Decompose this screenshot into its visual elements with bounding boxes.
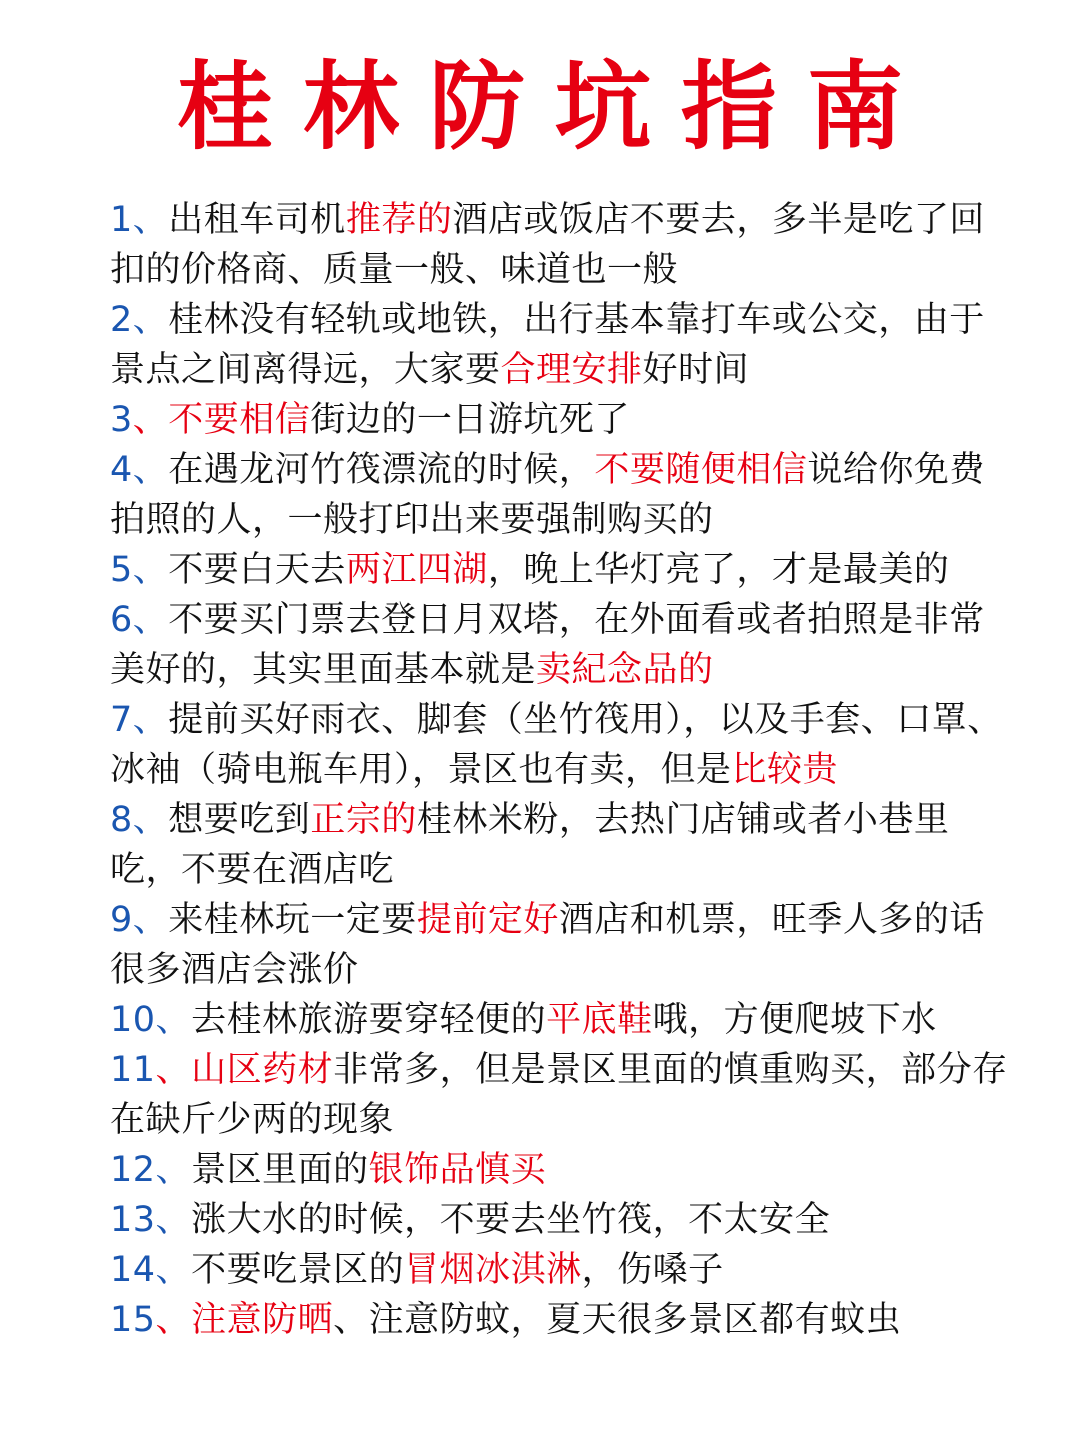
tip-separator: 、 — [132, 550, 169, 590]
tip-separator: 、 — [155, 1150, 192, 1190]
tip-text: 景区里面的 — [191, 1150, 369, 1190]
tip-highlight: 提前定好 — [416, 900, 559, 940]
tip-separator: 、 — [132, 600, 169, 640]
tip-text: 在遇龙河竹筏漂流的时候， — [168, 450, 595, 490]
tip-text: 、注意防蚊，夏天很多景区都有蚊虫 — [333, 1300, 902, 1340]
tip-text: 去桂林旅游要穿轻便的 — [191, 1000, 547, 1040]
tip-text: 出租车司机 — [168, 200, 346, 240]
tip-highlight: 两江四湖 — [345, 550, 488, 590]
tip-item — [110, 1145, 1008, 1195]
tip-item — [110, 895, 1008, 995]
tip-separator: 、 — [155, 1250, 192, 1290]
tip-highlight: 冒烟冰淇淋 — [404, 1250, 582, 1290]
tip-text: 涨大水的时候，不要去坐竹筏，不太安全 — [191, 1200, 831, 1240]
tip-number: 14 — [110, 1250, 156, 1290]
tip-text: 提前买好雨衣、脚套（坐竹筏用），以及手套、口罩、冰袖（骑电瓶车用），景区也有卖，但是 — [110, 700, 1003, 790]
tip-item — [110, 445, 1008, 545]
tip-number: 11 — [110, 1050, 156, 1090]
tip-item — [110, 195, 1008, 295]
tip-separator: 、 — [132, 700, 169, 740]
tips-list — [110, 142, 1008, 1345]
tip-separator: 、 — [132, 450, 169, 490]
tip-separator: 、 — [155, 1300, 192, 1340]
tip-number: 5 — [110, 550, 133, 590]
tip-number: 4 — [110, 450, 133, 490]
tip-highlight: 推荐的 — [345, 200, 453, 240]
tip-item — [110, 395, 1008, 445]
tip-separator: 、 — [132, 200, 169, 240]
tip-text: 想要吃到 — [168, 800, 311, 840]
tip-item — [110, 595, 1008, 695]
tip-text: ，晚上华灯亮了，才是最美的 — [487, 550, 950, 590]
tip-item — [110, 1245, 1008, 1295]
tip-number: 8 — [110, 800, 133, 840]
tip-text: 来桂林玩一定要 — [168, 900, 417, 940]
tip-text: 街边的一日游坑死了 — [310, 400, 630, 440]
tip-highlight: 山区药材 — [191, 1050, 334, 1090]
tip-number: 6 — [110, 600, 133, 640]
tip-highlight: 平底鞋 — [546, 1000, 653, 1040]
tip-text: 酒店或饭店不要去，多半是吃了回扣的价格商、质量一般、味道也一般 — [110, 200, 985, 290]
tip-separator: 、 — [155, 1050, 192, 1090]
tip-text: ，伤嗓子 — [581, 1250, 724, 1290]
tip-text: 不要吃景区的 — [191, 1250, 405, 1290]
tip-text: 不要白天去 — [168, 550, 346, 590]
tip-item — [110, 695, 1008, 795]
tip-item — [110, 1295, 1008, 1345]
tip-separator: 、 — [132, 300, 169, 340]
tip-number: 1 — [110, 200, 133, 240]
tip-text: 非常多，但是景区里面的慎重购买，部分存在缺斤少两的现象 — [110, 1050, 1008, 1140]
tip-text: 哦，方便爬坡下水 — [652, 1000, 937, 1040]
tip-highlight: 比较贵 — [731, 750, 839, 790]
tip-number: 9 — [110, 900, 133, 940]
tip-highlight: 卖紀念品的 — [536, 650, 714, 690]
tip-text: 桂林没有轻轨或地铁，出行基本靠打车或公交，由于景点之间离得远，大家要 — [110, 300, 985, 390]
tip-highlight: 不要随便相信 — [594, 450, 808, 490]
tip-number: 15 — [110, 1300, 156, 1340]
tip-item — [110, 795, 1008, 895]
tip-number: 2 — [110, 300, 133, 340]
tip-separator: 、 — [155, 1000, 192, 1040]
tip-text: 不要买门票去登日月双塔，在外面看或者拍照是非常美好的，其实里面基本就是 — [110, 600, 985, 690]
tip-number: 12 — [110, 1150, 156, 1190]
tip-separator: 、 — [132, 900, 169, 940]
tip-item — [110, 995, 1008, 1045]
tip-number: 13 — [110, 1200, 156, 1240]
tip-text: 桂林米粉，去热门店铺或者小巷里吃，不要在酒店吃 — [110, 800, 950, 890]
tip-item — [110, 1045, 1008, 1145]
tip-highlight: 注意防晒 — [191, 1300, 334, 1340]
tip-text: 说给你免费拍照的人，一般打印出来要强制购买的 — [110, 450, 985, 540]
tip-separator: 、 — [155, 1200, 192, 1240]
tip-item — [110, 295, 1008, 395]
page-title: 桂林防坑指南 — [177, 51, 933, 163]
tip-highlight: 不要相信 — [168, 400, 311, 440]
tip-text: 酒店和机票，旺季人多的话很多酒店会涨价 — [110, 900, 985, 990]
tip-separator: 、 — [132, 400, 169, 440]
tip-number: 10 — [110, 1000, 156, 1040]
tip-item — [110, 545, 1008, 595]
tip-item — [110, 1195, 1008, 1245]
tip-number: 7 — [110, 700, 133, 740]
tip-highlight: 银饰品慎买 — [368, 1150, 547, 1190]
tip-highlight: 正宗的 — [310, 800, 417, 840]
tip-highlight: 合理安排 — [500, 350, 643, 390]
tip-text: 好时间 — [642, 350, 750, 390]
tip-separator: 、 — [132, 800, 169, 840]
tip-number: 3 — [110, 400, 133, 440]
